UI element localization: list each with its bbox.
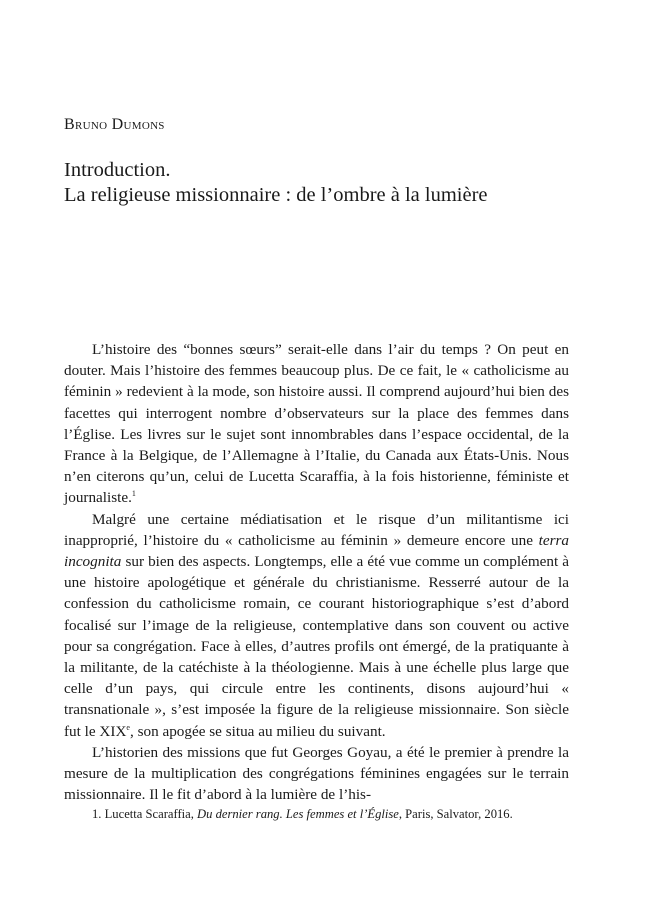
body-text [64, 339, 569, 805]
paragraph-1 [64, 339, 569, 509]
chapter-title-line-2: La religieuse missionnaire : de l’ombre à la lumière [64, 184, 488, 206]
paragraph-2-text-middle: sur bien des aspects. Longtemps, elle a été vue comme un complément à une histoire apologétique et générale du christianisme. Resserré autour de la confession du catholicisme romain, ce courant historiographique s’est d’abord focalisé sur l’image de la religieuse, contemplative dans son couvent ou active pour sa congrégation. Face à elles, d’autres profils ont émergé, de la pratiquante à la militante, de la catéchiste à la théologienne. Mais à une échelle plus large que celle d’un pays, qui circule entre les continents, disons aujourd’hui « transnationale », s’est imposée la figure de la religieuse missionnaire. Son siècle fut le XIX [64, 553, 569, 740]
paragraph-2-italic-phrase: terra incognita [64, 531, 569, 571]
footnote-book-title: Du dernier rang. Les femmes et l’Église [197, 807, 399, 821]
paragraph-2 [64, 509, 569, 742]
author-name: Bruno Dumons [64, 116, 165, 133]
footnote-number: 1. [92, 807, 102, 821]
paragraph-3-text: L’historien des missions que fut Georges Goyau, a été le premier à prendre la mesure de la multiplication des congrégations féminines engagées sur le terrain missionnaire. Il le fit d’abord à la lumière de l’his- [64, 743, 569, 804]
paragraph-1-text: L’histoire des “bonnes sœurs” serait-elle dans l’air du temps ? On peut en douter. Mais l’histoire des femmes beaucoup plus. De ce fait, le « catholicisme au féminin » redevient à la mode, son histoire aussi. Il comprend aujourd’hui bien des facettes qui interrogent nombre d’observateurs sur la place des femmes dans l’Église. Les livres sur le sujet sont innombrables dans l’espace occidental, de la France à la Belgique, de l’Allemagne à l’Italie, du Canada aux États-Unis. Nous n’en citerons qu’un, celui de Lucetta Scaraffia, à la fois historienne, féministe et journaliste. [64, 341, 569, 507]
paragraph-2-text-start: Malgré une certaine médiatisation et le risque d’un militantisme ici inapproprié, l’histoire du « catholicisme au féminin » demeure encore une [64, 510, 569, 549]
footnote-author: Lucetta Scaraffia, [104, 807, 194, 821]
paragraph-3 [64, 742, 569, 806]
footnote [92, 806, 513, 822]
century-superscript: e [126, 722, 130, 732]
chapter-title [64, 158, 488, 208]
footnote-reference: 1 [131, 489, 136, 499]
footnote-publisher: , Paris, Salvator, 2016. [398, 807, 513, 821]
chapter-title-line-1: Introduction. [64, 159, 171, 181]
paragraph-2-text-end: , son apogée se situa au milieu du suivant. [129, 722, 386, 740]
